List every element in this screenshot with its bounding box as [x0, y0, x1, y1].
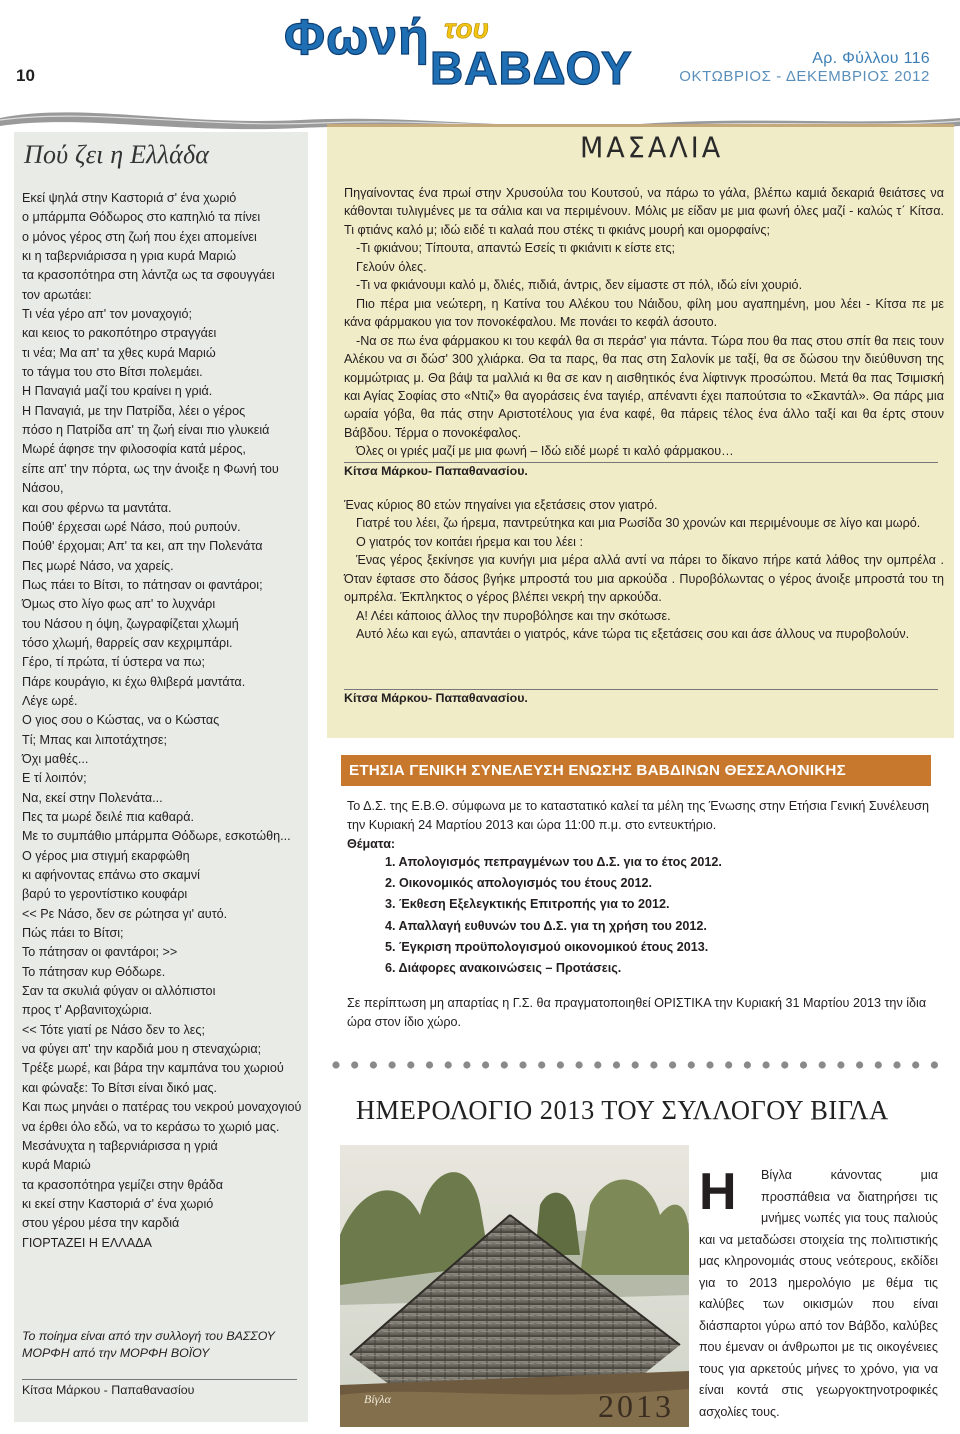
poem-line: κυρά Μαριώ	[22, 1158, 91, 1173]
calendar-photo	[340, 1145, 689, 1427]
divider-dot	[557, 1061, 564, 1068]
poem-line: Σαν τα σκυλιά φύγαν οι αλλόπιστοι	[22, 984, 216, 999]
divider-dot	[613, 1061, 620, 1068]
divider-dot	[893, 1061, 900, 1068]
divider-dot	[819, 1061, 826, 1068]
poem-line: Με το συμπάθιο μπάρμπα Θόδωρε, εσκοτώθη...	[22, 829, 291, 844]
masalia-story-2	[344, 496, 944, 644]
page-number: 10	[16, 66, 35, 85]
poem-line: είπε απ' την πόρτα, ως την άνοιξε η Φωνή του Νάσου,	[22, 461, 279, 496]
story-paragraph: Γιατρέ του λέει, ζω ήρεμα, παντρεύτηκα και μια Ρωσίδα 30 χρονών και περιμένουμε σε λίγο και μωρό.	[356, 516, 921, 531]
divider-dot	[800, 1061, 807, 1068]
story-paragraph: Πιο πέρα μια νεώτερη, η Κατίνα του Αλέκου του Νάιδου, φίλη μου αγαπημένη, μου λέει - Κίτσα πε με κάνα φάρμακου για τον πονοκέφαλου. Με πονάει το κεφάλ άσουτο.	[344, 296, 944, 330]
issue-period: ΟΚΤΩΒΡΙΟΣ - ΔΕΚΕΜΒΡΙΟΣ 2012	[679, 68, 930, 85]
poem-line: Πούθ' έρχεσαι ωρέ Νάσο, πού ρυπούν.	[22, 519, 241, 534]
divider-dot	[875, 1061, 882, 1068]
poem-line: κι αφήνοντας επάνω στο σκαμνί	[22, 868, 200, 883]
story-paragraph: Ο γιατρός τον κοιτάει ήρεμα και του λέει :	[356, 534, 583, 549]
meeting-intro-text: Το Δ.Σ. της Ε.Β.Θ. σύμφωνα με το καταστατικό καλεί τα μέλη της Ένωσης στην Ετήσια Γενική Συνέλευση την Κυριακή 24 Μαρτίου 2013 και ώρα 11:00 π.μ. στο εντευκτήριο.	[347, 799, 930, 832]
divider-dot	[650, 1061, 657, 1068]
poem-line: το τάγμα του στο Βίτσι πολεμάει.	[22, 365, 203, 380]
poem-line: Μωρέ άφησε την φιλοσοφία κατά μέρος,	[22, 442, 246, 457]
poem-line: ο μπάρμπα Θόδωρος στο καπηλιό τα πίνει	[22, 210, 261, 225]
meeting-topics-label: Θέματα:	[347, 837, 396, 851]
agenda-item: 6. Διάφορες ανακοινώσεις – Προτάσεις.	[385, 960, 622, 975]
divider-dot	[837, 1061, 844, 1068]
poem-line: Τί; Μπας και λιποτάχτησε;	[22, 732, 168, 747]
divider-dot	[931, 1061, 938, 1068]
story-divider-1	[344, 462, 938, 463]
story-paragraph: -Να σε πω ένα φάρμακου κι του κεφάλ θα σι περάσ' για πάντα. Τώρα που θα πας στου σπίτ θα πεις τουν Αλέκου να σι δώσ' 300 χλιάρκα. Θα τα παρς, θα πας στη Σαλονίκ με ταξί, θα σε δώσου την διεύθυνση της κομμώτριας μ. Θα βάψ τα μαλλιά κι θα σε καν η αισθητικός ένα λίφτινγκ προσώπου. Μετά θα πας Τσιμισκή και Αγίας Σοφίας στο «Ντιζ» θα αγοράσεις ένα ταγιέρ, απέναντι έχει παπούτσια το «Σκαντάλ». Θα πάρς μια ωραία γόβα, θα πάς στην Αριστοτέλους για ένα καφέ, θα πάρεις τέλος ένα άλλο ταξί και θα έρτς στουν Βάβδου. Τέρμα ο πονοκέφαλος.	[344, 333, 944, 440]
divider-dot	[725, 1061, 732, 1068]
calendar-text	[699, 1165, 938, 1424]
poem-line: Πάρε κουράγιο, κι έχω θλιβερά μαντάτα.	[22, 674, 246, 689]
masalia-title: ΜΑΣΑΛΙΑ	[580, 132, 724, 165]
poem-author: Κίτσα Μάρκου - Παπαθανασίου	[22, 1383, 195, 1397]
poem-line: Λέγε ωρέ.	[22, 693, 78, 708]
divider-dot	[426, 1061, 433, 1068]
agenda-item: 1. Απολογισμός πεπραγμένων του Δ.Σ. για το έτος 2012.	[385, 855, 722, 869]
poem-line: Πες μωρέ Νάσο, να χαρείς.	[22, 558, 174, 573]
masthead-word3: ΒΑΒΔΟΥ	[430, 42, 633, 90]
masthead-word1: Φωνή	[284, 9, 430, 65]
divider-dot	[912, 1061, 919, 1068]
poem-line: και φώναξε: Το Βίτσι είναι δικό μας.	[22, 1080, 218, 1095]
divider-dot	[519, 1061, 526, 1068]
poem-line: τι νέα; Μα απ' τα χθες κυρά Μαριώ	[22, 345, 216, 360]
divider-dot	[463, 1061, 470, 1068]
poem-line: του Νάσου η όψη, ζωγραφίζεται χλωμή	[22, 616, 239, 631]
poem-line: τόσο χλωμή, θαρρείς σαν κεχριμπάρι.	[22, 635, 233, 650]
divider-dot	[856, 1061, 863, 1068]
poem-line: Το πάτησαν κυρ Θόδωρε.	[22, 964, 166, 979]
poem-line: Ε τί λοιπόν;	[22, 771, 87, 786]
masthead-logo	[282, 4, 642, 90]
divider-dot	[763, 1061, 770, 1068]
story-paragraph: Αυτό λέω και εγώ, απαντάει ο γιατρός, κάνε τώρα τις εξετάσεις σου και άσε άλλους να πυροβολούν.	[356, 627, 910, 642]
poem-line: να φύγει απ' την καρδιά μου η στεναχώρια;	[22, 1042, 262, 1057]
dotted-divider	[330, 1059, 950, 1071]
story-paragraph: Α! Λέει κάποιος άλλος την πυροβόλησε και την σκότωσε.	[356, 608, 671, 623]
divider-dot	[445, 1061, 452, 1068]
poem-line: Τρέξε μωρέ, και βάρα την καμπάνα του χωριού	[22, 1061, 284, 1076]
poem-line: Πούθ' έρχομαι; Απ' τα κει, απ την Πολενάτα	[22, 539, 263, 554]
poem-line: Η Παναγιά μαζί του κραίνει η γριά.	[22, 384, 213, 399]
poem-title: Πού ζει η Ελλάδα	[24, 140, 210, 169]
poem-line: και σου φέρνω τα μαντάτα.	[22, 500, 172, 515]
story-divider-2	[344, 689, 938, 690]
divider-dot	[669, 1061, 676, 1068]
meeting-agenda	[385, 852, 722, 979]
story-byline-2: Κίτσα Μάρκου- Παπαθανασίου.	[344, 691, 528, 705]
poem-body	[22, 189, 307, 1253]
calendar-dropcap: Η	[699, 1163, 737, 1221]
poem-line: ο μόνος γέρος στη ζωή που έχει απομείνει	[22, 229, 257, 244]
calendar-body: Βίγλα κάνοντας μια προσπάθεια να διατηρήσει τις μνήμες νωπές για τους παλιούς και να μεταδώσει στοιχεία της πολιτιστικής μας κληρονομιάς στους νεότερους, εκδίδει για το 2013 ημερολόγιο με θέμα τις καλύβες των οικισμών που είναι διάσπαρτοι γύρω από τον Βάβδο, καλύβες που έμεναν οι άνθρωποι με τις οικογένειες τους για αρκετούς μήνες το χρόνο, για να είναι κοντά στις γεωργοκτηνοτροφικές ασχολίες τους.	[699, 1168, 938, 1420]
divider-dot	[501, 1061, 508, 1068]
poem-line: και κειος το ρακοπότηρο στραγγάει	[22, 326, 217, 341]
story-paragraph: Γελούν όλες.	[356, 259, 427, 274]
divider-dot	[482, 1061, 489, 1068]
poem-divider	[22, 1379, 297, 1380]
divider-dot	[370, 1061, 377, 1068]
poem-line: << Τότε γιατί ρε Νάσο δεν το λες;	[22, 1022, 205, 1037]
poem-line: Πώς πάει το Βίτσι;	[22, 926, 124, 941]
meeting-intro	[347, 797, 947, 854]
poem-line: προς τ' Αρβανιτοχώρια.	[22, 1003, 153, 1018]
story-paragraph: -Τι φκιάνου; Τίπουτα, απαντώ Εσείς τι φκιάνιτι κ είστε ετς;	[356, 241, 676, 256]
meeting-closing: Σε περίπτωση μη απαρτίας η Γ.Σ. θα πραγματοποιηθεί ΟΡΙΣΤΙΚΑ την Κυριακή 31 Μαρτίου 2013 την ίδια ώρα στον ίδιο χώρο.	[347, 996, 927, 1029]
agenda-item: 2. Οικονομικός απολογισμός του έτους 2012.	[385, 876, 653, 891]
poem-line: τον αρωτάει:	[22, 287, 92, 302]
poem-line: Όχι μαθές...	[22, 751, 89, 766]
photo-year: 2013	[598, 1388, 674, 1424]
poem-line: Πες τα μωρέ δειλέ πια καθαρά.	[22, 810, 194, 824]
poem-line: να έρθει όλο εδώ, να το κεράσω το χωριό μας.	[22, 1119, 280, 1134]
divider-dot	[389, 1061, 396, 1068]
story-paragraph: Πηγαίνοντας ένα πρωί στην Χρυσούλα του Κουτσού, να πάρω το γάλα, βλέπω καμιά δεκαριά θειάτσες να κάθονται τυλιγμένες με τα σάλια και να περιμένουν. Μόλις με είδαν με μια φωνή όλες μαζί - καλώς τ΄ Κίτσα. Τι φτιάνς καλό μ; ιδώ ειδέ τι καλαά που στέκς τι φκιάνς μουρή και ομορφαίνς;	[344, 186, 944, 237]
story-paragraph: Ένας γέρος ξεκίνησε για κυνήγι μια μέρα αλλά αντί να πάρει το δίκανο πήρε κατά λάθος την ομπρέλα . Όταν έφτασε στο δάσος βγήκε μπροστά του μια αρκούδα . Πυροβόλωντας ο γέρος άνοιξε μπροστά του τη ομπρέλα. Έκπληκτος ο γέρος βλέπει νεκρή την αρκούδα.	[344, 553, 944, 605]
divider-dot	[744, 1061, 751, 1068]
divider-dot	[781, 1061, 788, 1068]
divider-dot	[706, 1061, 713, 1068]
divider-dot	[332, 1061, 339, 1068]
divider-dot	[688, 1061, 695, 1068]
poem-line: Όμως στο λίγο φως απ' το λυχνάρι	[22, 597, 216, 612]
meeting-banner: ΕΤΗΣΙΑ ΓΕΝΙΚΗ ΣΥΝΕΛΕΥΣΗ ΕΝΩΣΗΣ ΒΑΒΔΙΝΩΝ ΘΕΣΣΑΛΟΝΙΚΗΣ	[341, 755, 931, 786]
divider-dot	[594, 1061, 601, 1068]
poem-line: Η Παναγιά, με την Πατρίδα, λέει ο γέρος	[22, 403, 246, 418]
agenda-item: 4. Απαλλαγή ευθυνών του Δ.Σ. για τη χρήση του 2012.	[385, 918, 707, 933]
divider-dot	[538, 1061, 545, 1068]
poem-line: << Ρε Νάσο, δεν σε ρώτησα γι' αυτό.	[22, 906, 228, 921]
story-byline-1: Κίτσα Μάρκου- Παπαθανασίου.	[344, 464, 528, 478]
poem-line: Και πως μηνάει ο πατέρας του νεκρού μοναχογιού	[22, 1100, 302, 1115]
poem-line: Τι νέα γέρο απ' τον μοναχογιό;	[22, 307, 192, 322]
agenda-item: 5. Έγκριση προϋπολογισμού οικονομικού έτους 2013.	[385, 939, 709, 954]
poem-line: πόσο η Πατρίδα απ' τη ζωή είναι πιο γλυκειά	[22, 423, 270, 438]
poem-line: Γέρο, τί πρώτα, τί ύστερα να πω;	[22, 655, 205, 670]
issue-info	[679, 50, 930, 85]
poem-line: βαρύ το γεροντίστικο κουφάρι	[22, 887, 188, 902]
story-paragraph: -Τι να φκιάνουμι καλό μ, δλιές, πιδιά, άντρις, δεν είμαστε στ πόλ, ιδώ είνι χουριό.	[356, 278, 803, 293]
masthead-word2: του	[444, 13, 490, 44]
photo-caption: Βίγλα	[364, 1392, 391, 1406]
masalia-story-1	[344, 184, 944, 461]
agenda-item: 3. Έκθεση Εξελεγκτικής Επιτροπής για το 2012.	[385, 897, 670, 912]
poem-line: Μεσάνυχτα η ταβερνιάρισσα η γριά	[22, 1138, 218, 1153]
divider-dot	[632, 1061, 639, 1068]
story-paragraph: Όλες οι γριές μαζί με μια φωνή – Ιδώ ειδέ μωρέ τι καλό φάρμακου…	[356, 444, 734, 459]
poem-line: Το πάτησαν οι φαντάροι; >>	[22, 945, 178, 960]
poem-line: στου γέρου μέσα την καρδιά	[22, 1216, 180, 1231]
story-paragraph: Ένας κύριος 80 ετών πηγαίνει για εξετάσεις στον γιατρό.	[344, 498, 658, 512]
divider-dot	[407, 1061, 414, 1068]
poem-line: Να, εκεί στην Πολενάτα...	[22, 790, 163, 805]
poem-line: Πως πάει το Βίτσι, το πάτησαν οι φαντάροι;	[22, 577, 263, 592]
poem-line: ΓΙΟΡΤΑΖΕΙ Η ΕΛΛΑΔΑ	[22, 1235, 152, 1250]
calendar-title: ΗΜΕΡΟΛΟΓΙΟ 2013 ΤΟΥ ΣΥΛΛΟΓΟΥ ΒΙΓΛΑ	[356, 1095, 889, 1125]
poem-line: τα κρασοπότηρα στη λάντζα ως τα σφουγγάει	[22, 268, 275, 283]
poem-line: Ο γέρος μια στιγμή εκαρφώθη	[22, 848, 190, 863]
poem-line: κι η ταβερνιάρισσα η γρια κυρά Μαριώ	[22, 249, 237, 264]
poem-line: Εκεί ψηλά στην Καστοριά σ' ένα χωριό	[22, 191, 237, 205]
poem-line: τα κρασοπότηρα γεμίζει στην θράδα	[22, 1177, 224, 1192]
divider-dot	[351, 1061, 358, 1068]
issue-number: Αρ. Φύλλου 116	[812, 50, 930, 67]
poem-line: Ο γιος σου ο Κώστας, να ο Κώστας	[22, 713, 220, 728]
poem-line: κι εκεί στην Καστοριά σ' ένα χωριό	[22, 1196, 214, 1211]
divider-dot	[576, 1061, 583, 1068]
poem-source-note: Το ποίημα είναι από την συλλογή του ΒΑΣΣΟΥ ΜΟΡΦΗ από την ΜΟΡΦΗ ΒΟΪΟΥ	[22, 1329, 275, 1360]
